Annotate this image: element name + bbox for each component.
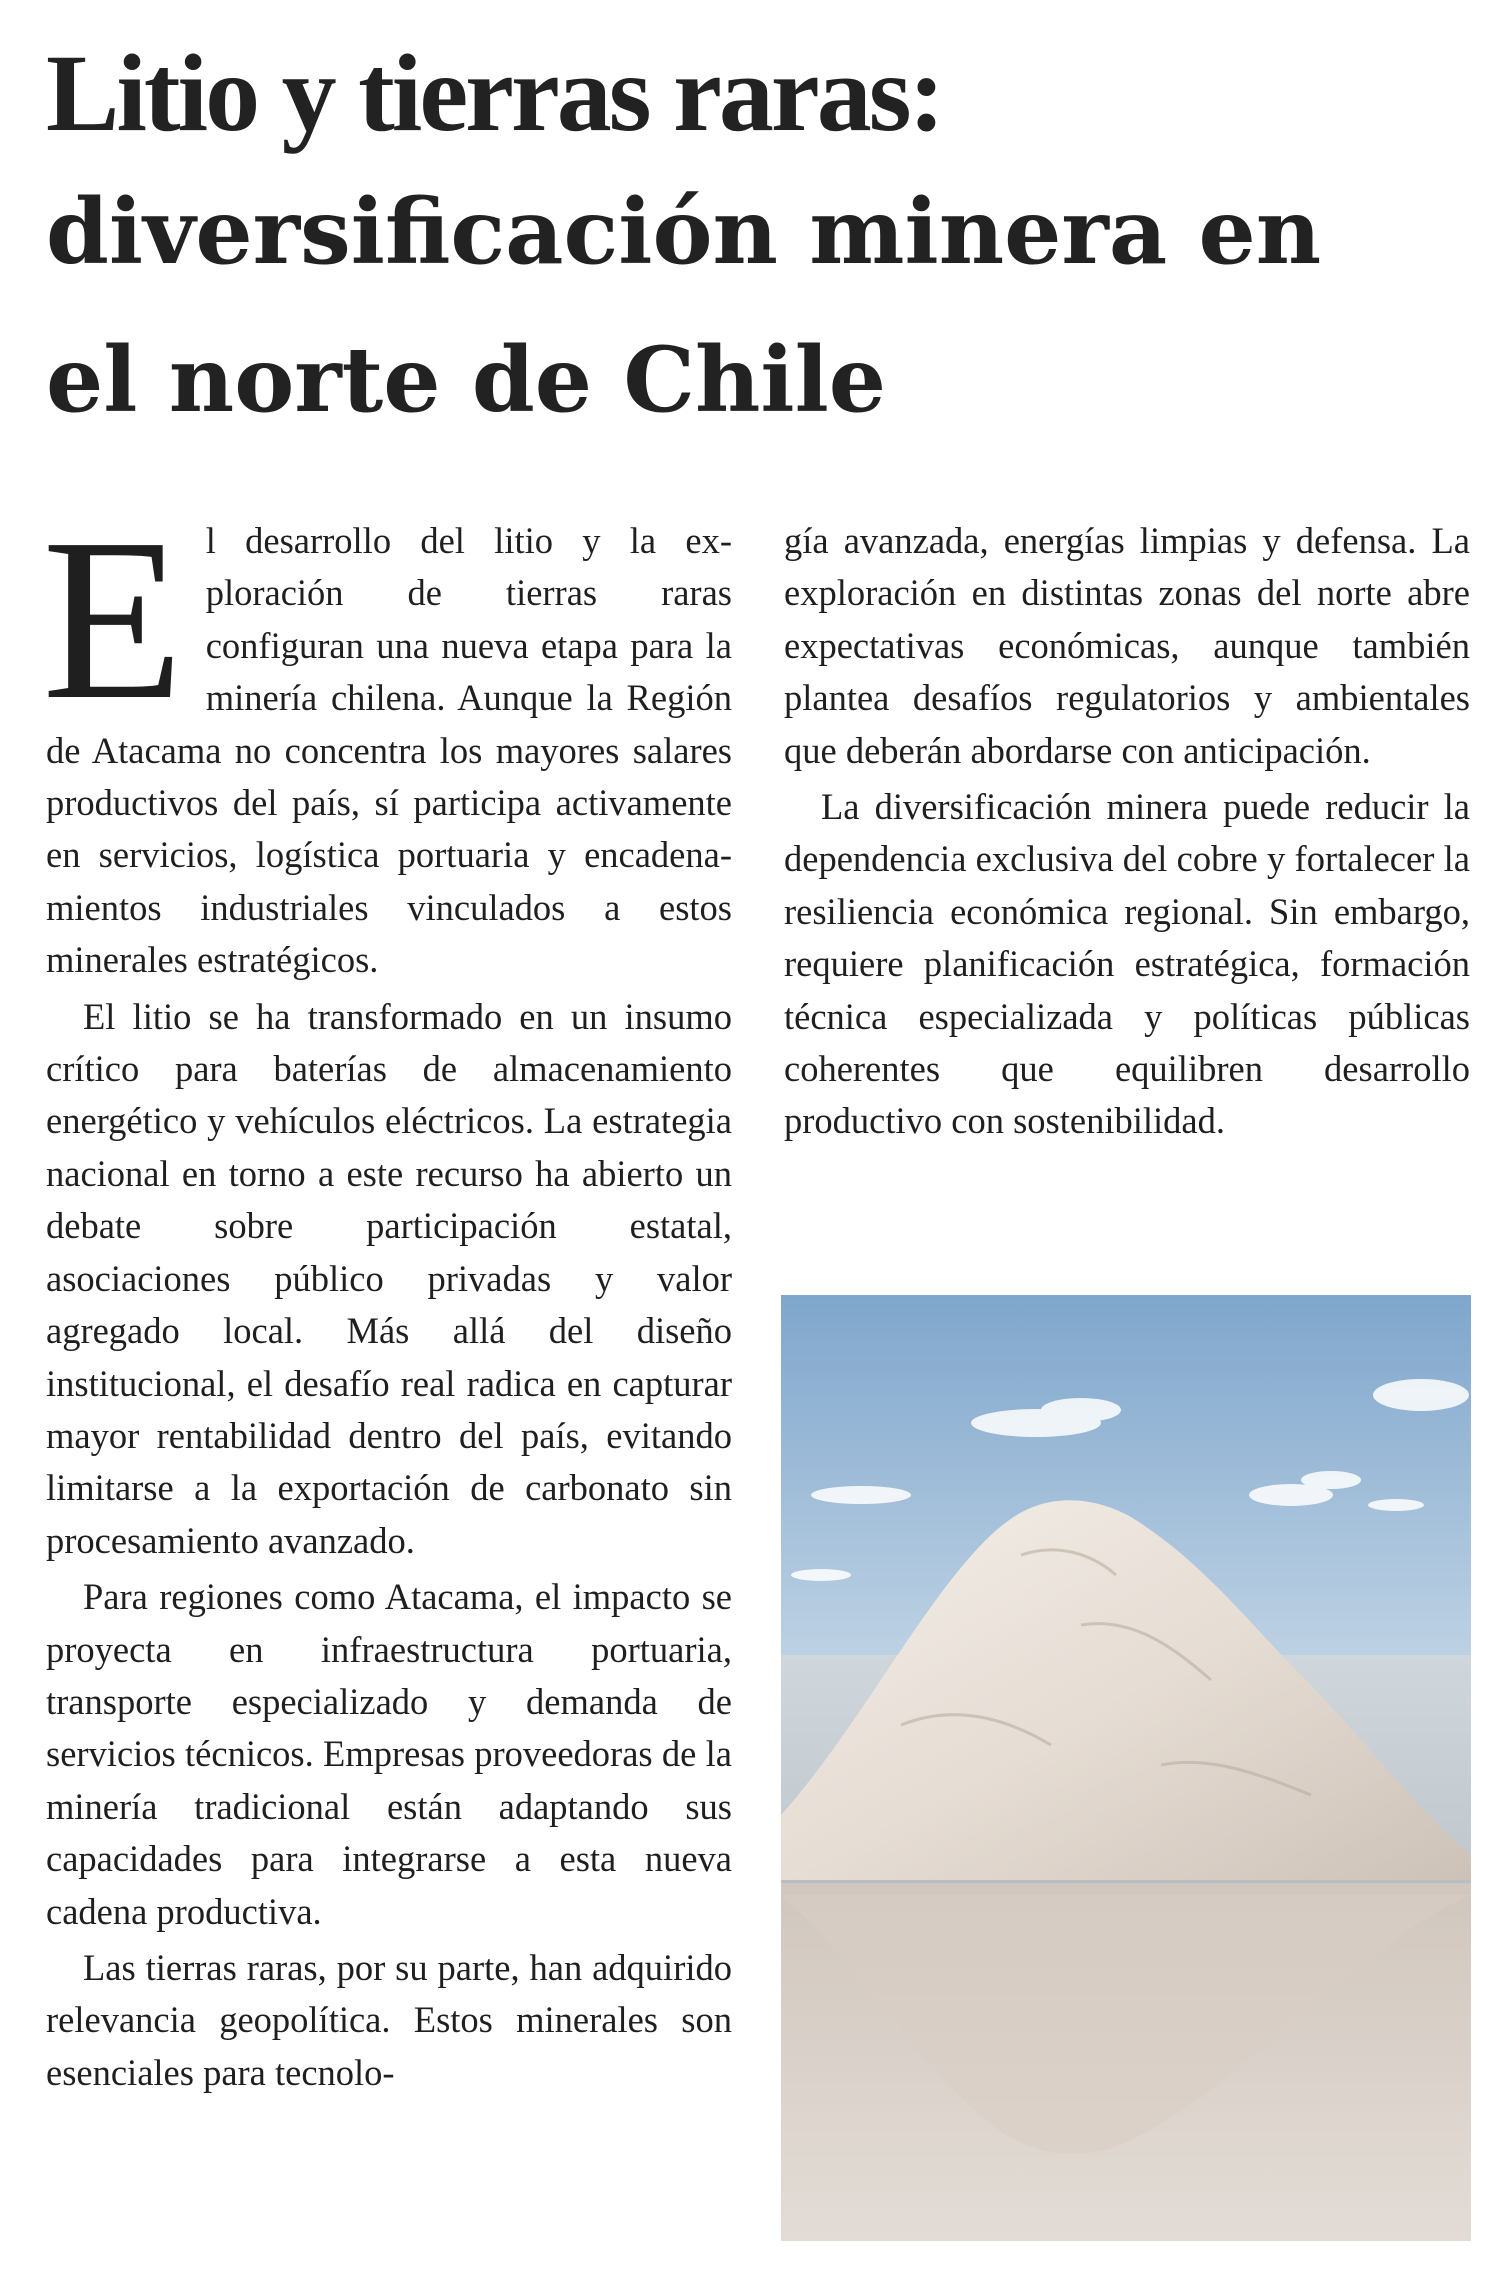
paragraph-5: La diversificación minera puede reducir la dependencia exclusiva del cobre y fortalecer la resiliencia económica regional. Sin embargo, requiere planificación estratégica, formación técnica especializada y políticas públicas coherentes que equilibren desarrollo productivo con sostenibilidad. <box>784 786 1470 1142</box>
paragraph-2: El litio se ha transformado en un insumo crítico para baterías de almacenamiento energético y vehículos eléctricos. La estrategia nacional en torno a este recurso ha abierto un debate sobre participación estatal, asociaciones público privadas y valor agregado local. Más allá del diseño institucional, el desafío real radica en capturar mayor rentabilidad dentro del país, evitando limitarse a la exportación de carbonato sin procesamiento avanzado. <box>46 995 732 1561</box>
headline-bold-line: Litio y tierras raras: <box>46 32 943 154</box>
headline-line-2: diversificación minera en <box>46 179 1322 285</box>
paragraph-1-text: l desarrollo del litio y la exploración de tierras raras configuran una nueva etapa para la minería chilena. Aunque la Región de Atacama no concentra los mayores salares productivos del país, sí participa activamente en servicios, logística portuaria y encadenamientos industriales vinculados a estos minerales estratégicos. <box>46 520 732 981</box>
paragraph-4-continued: gía avanzada, energías limpias y defensa. La exploración en distintas zonas del norte abre expectativas económicas, aunque también plantea desafíos regulatorios y ambientales que deberán abordarse con anticipación. <box>784 520 1470 771</box>
headline <box>46 28 1486 454</box>
paragraph-3: Para regiones como Atacama, el impacto se proyecta en infraestructura portuaria, transporte especializado y demanda de servicios técnicos. Empresas proveedoras de la minería tradicional están adaptando sus capacidades para integrarse a esta nueva cadena productiva. <box>46 1576 732 1932</box>
drop-cap: E <box>42 491 184 748</box>
paragraph-4: Las tierras raras, por su parte, han adquirido relevancia geopolítica. Estos minerales son esenciales para tecnolo- <box>46 1946 732 2093</box>
paragraph-1 <box>42 491 732 987</box>
headline-line-3: el norte de Chile <box>46 327 887 433</box>
article-column-left <box>42 491 732 2099</box>
salt-mound-photo <box>781 1295 1471 2241</box>
article-column-right <box>784 515 1470 1148</box>
